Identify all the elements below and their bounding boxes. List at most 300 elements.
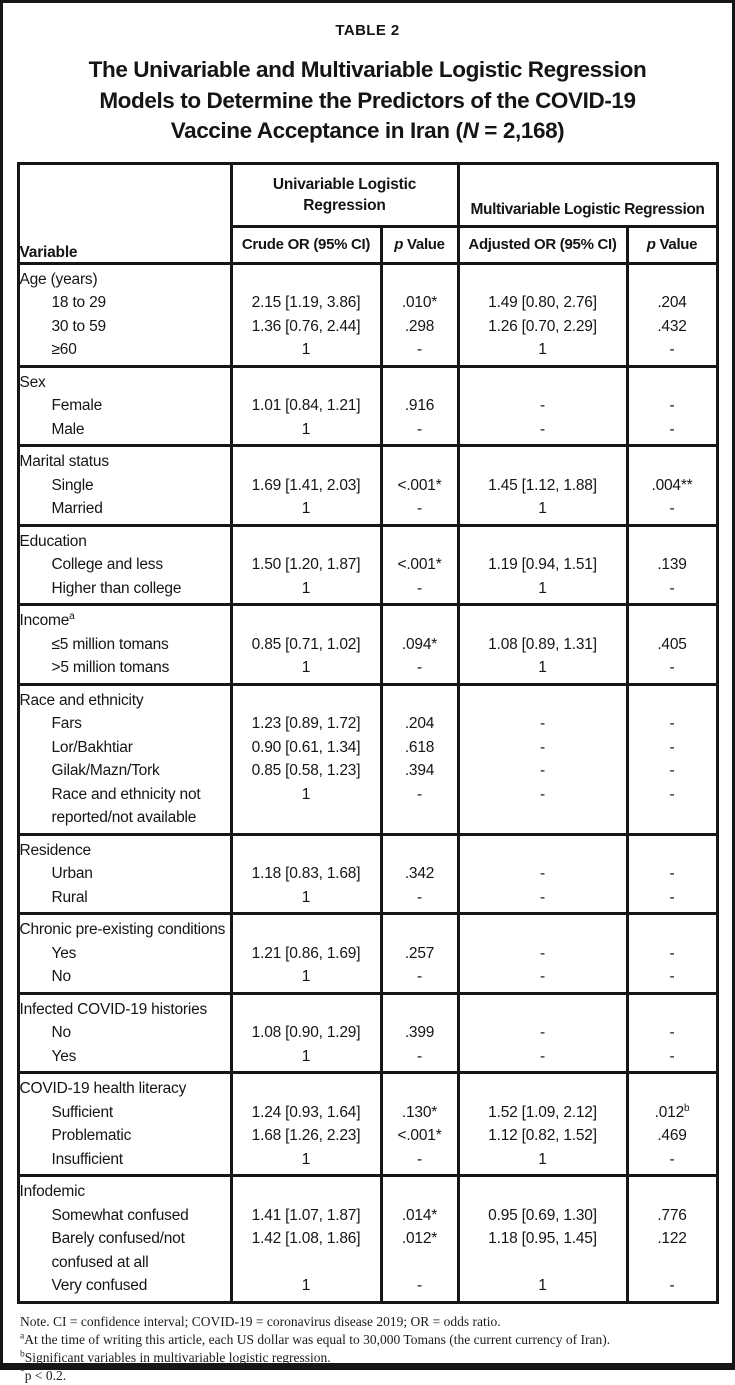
empty-cell <box>458 366 627 394</box>
row-label-text: Barely confused/not confused at all <box>51 1230 185 1271</box>
category-label <box>18 263 231 291</box>
data-row <box>18 783 717 835</box>
crude-or-cell <box>231 1045 381 1073</box>
row-label-text: Somewhat confused <box>51 1206 189 1224</box>
empty-cell <box>458 446 627 474</box>
data-row <box>18 497 717 525</box>
p-value-rest: Value <box>655 236 698 253</box>
cell-value: 1 <box>538 579 547 597</box>
footnote-a-text: At the time of writing this article, each US dollar was equal to 30,000 Tomans (the current currency of Iran). <box>24 1331 611 1347</box>
p-value-cell <box>627 474 717 498</box>
adjusted-or-cell <box>458 394 627 418</box>
empty-cell <box>231 366 381 394</box>
table-title <box>11 55 724 147</box>
p-value-cell <box>627 862 717 886</box>
empty-cell <box>627 914 717 942</box>
category-row <box>18 834 717 862</box>
group-header-multivariable: Multivariable Logistic Regression <box>458 163 717 226</box>
row-label-text: 30 to 59 <box>51 317 106 335</box>
p-value-cell <box>381 1101 458 1125</box>
empty-cell <box>381 914 458 942</box>
cell-value: - <box>540 397 545 414</box>
row-label-text: ≥60 <box>51 341 77 358</box>
cell-value: 1.21 [0.86, 1.69] <box>251 944 361 962</box>
category-label <box>18 446 231 474</box>
cell-value: 1.50 [1.20, 1.87] <box>251 556 361 573</box>
cell-value: .204 <box>404 715 435 732</box>
footnote-a-marker: a <box>20 1331 25 1341</box>
cell-value: .014* <box>401 1206 438 1224</box>
empty-cell <box>381 366 458 394</box>
empty-cell <box>458 605 627 633</box>
cell-value: 1.41 [1.07, 1.87] <box>251 1206 361 1224</box>
cell-value: <.001* <box>397 1127 442 1144</box>
data-row <box>18 1227 717 1274</box>
cell-value: - <box>417 579 422 597</box>
empty-cell <box>231 993 381 1021</box>
p-value-cell <box>381 418 458 446</box>
adjusted-or-cell <box>458 656 627 684</box>
cell-value: 1 <box>538 1150 547 1168</box>
data-row <box>18 577 717 605</box>
empty-cell <box>458 263 627 291</box>
empty-cell <box>231 525 381 553</box>
row-label-text: Yes <box>51 944 77 962</box>
cell-value: - <box>540 1024 545 1041</box>
row-label-text: ≤5 million tomans <box>51 635 169 653</box>
p-value-cell <box>627 394 717 418</box>
row-label <box>18 965 231 993</box>
adjusted-or-cell <box>458 862 627 886</box>
cell-value: .618 <box>404 738 435 756</box>
row-label <box>18 474 231 498</box>
cell-value: 1 <box>301 1047 311 1065</box>
adjusted-or-cell <box>458 315 627 339</box>
cell-value: 1.36 [0.76, 2.44] <box>251 317 361 335</box>
empty-cell <box>627 684 717 712</box>
column-header-p-value-univariable <box>381 226 458 263</box>
data-row <box>18 965 717 993</box>
p-value-cell <box>381 736 458 760</box>
data-row <box>18 1021 717 1045</box>
cell-value: - <box>669 865 675 882</box>
cell-value: 1 <box>301 341 311 358</box>
adjusted-or-cell <box>458 1148 627 1176</box>
empty-cell <box>627 834 717 862</box>
cell-value: - <box>669 762 675 779</box>
p-value-cell <box>627 1021 717 1045</box>
cell-value: - <box>669 715 675 732</box>
data-row <box>18 712 717 736</box>
data-row <box>18 474 717 498</box>
cell-value: .342 <box>404 865 435 882</box>
p-value-cell <box>381 1045 458 1073</box>
crude-or-cell <box>231 1021 381 1045</box>
p-value-cell <box>381 633 458 657</box>
cell-value: 1.08 [0.89, 1.31] <box>488 635 597 653</box>
row-label-text: Sufficient <box>51 1103 113 1121</box>
p-value-cell <box>381 862 458 886</box>
crude-or-cell <box>231 1274 381 1302</box>
row-label <box>18 942 231 966</box>
cell-value: .122 <box>657 1230 687 1247</box>
cell-value: - <box>417 659 422 676</box>
footnote-b-marker: b <box>20 1349 25 1359</box>
adjusted-or-cell <box>458 633 627 657</box>
category-label-text: Infodemic <box>19 1183 85 1200</box>
row-label <box>18 759 231 783</box>
empty-cell <box>458 1073 627 1101</box>
row-label <box>18 1101 231 1125</box>
category-label-text: Infected COVID-19 histories <box>19 1000 208 1018</box>
empty-cell <box>627 1073 717 1101</box>
data-row <box>18 394 717 418</box>
adjusted-or-cell <box>458 783 627 835</box>
row-label-text: Gilak/Mazn/Tork <box>51 762 160 779</box>
p-value-cell <box>627 783 717 835</box>
category-label <box>18 684 231 712</box>
crude-or-cell <box>231 736 381 760</box>
crude-or-cell <box>231 759 381 783</box>
empty-cell <box>231 834 381 862</box>
p-value-cell <box>381 577 458 605</box>
cell-value: - <box>417 1047 422 1065</box>
cell-value: .405 <box>657 635 687 653</box>
category-label <box>18 834 231 862</box>
p-value-cell <box>627 1204 717 1228</box>
empty-cell <box>231 914 381 942</box>
cell-value: 1.08 [0.90, 1.29] <box>251 1024 361 1041</box>
data-row <box>18 553 717 577</box>
cell-value: - <box>540 865 545 882</box>
cell-value: - <box>669 888 675 906</box>
empty-cell <box>381 1176 458 1204</box>
cell-value: 1 <box>538 500 547 517</box>
p-value-cell <box>381 712 458 736</box>
column-header-variable: Variable <box>18 163 231 263</box>
cell-value: - <box>417 968 422 985</box>
cell-value: 1 <box>301 888 311 906</box>
p-value-cell <box>381 553 458 577</box>
footnotes <box>20 1313 715 1385</box>
cell-value: - <box>669 738 675 756</box>
empty-cell <box>458 914 627 942</box>
empty-cell <box>458 834 627 862</box>
p-value-cell <box>381 315 458 339</box>
cell-value: - <box>540 762 545 779</box>
cell-value: .094* <box>401 635 438 653</box>
section-infodemic <box>18 1176 717 1303</box>
cell-value: - <box>669 1024 675 1041</box>
cell-value: - <box>669 1277 675 1294</box>
cell-value: .012* <box>401 1230 438 1247</box>
adjusted-or-cell <box>458 474 627 498</box>
adjusted-or-cell <box>458 291 627 315</box>
category-label-text: Sex <box>19 373 46 391</box>
cell-value: - <box>669 341 675 358</box>
cell-value: .130* <box>401 1103 438 1121</box>
cell-value: 1.49 [0.80, 2.76] <box>488 294 597 311</box>
row-label <box>18 1124 231 1148</box>
cell-value: 1.52 [1.09, 2.12] <box>488 1103 597 1121</box>
row-label <box>18 1274 231 1302</box>
category-label <box>18 605 231 633</box>
cell-value: 1.18 [0.83, 1.68] <box>251 865 361 882</box>
cell-value: - <box>669 397 675 414</box>
cell-value: 1.45 [1.12, 1.88] <box>488 476 597 494</box>
cell-value: 1 <box>301 420 311 438</box>
section-infected-covid-19-histories <box>18 993 717 1073</box>
category-label <box>18 1073 231 1101</box>
row-label-text: Rural <box>51 888 88 906</box>
row-label-text: >5 million tomans <box>51 659 170 676</box>
cell-value: - <box>540 420 545 438</box>
cell-value: .298 <box>404 317 435 335</box>
p-italic: p <box>394 236 404 253</box>
category-label-text: Marital status <box>19 453 109 470</box>
empty-cell <box>381 834 458 862</box>
section-residence <box>18 834 717 914</box>
p-value-cell <box>627 942 717 966</box>
row-label-text: Higher than college <box>51 579 182 597</box>
row-label-text: Yes <box>51 1047 77 1065</box>
cell-value: - <box>669 579 675 597</box>
cell-value: 1.68 [1.26, 2.23] <box>251 1127 361 1144</box>
cell-value: 0.90 [0.61, 1.34] <box>251 738 361 756</box>
cell-value: .139 <box>657 556 687 573</box>
row-label-text: Married <box>51 500 103 517</box>
p-value-cell <box>627 315 717 339</box>
cell-value: 1 <box>538 341 547 358</box>
category-row <box>18 446 717 474</box>
p-value-cell <box>381 338 458 366</box>
column-header-p-value-multivariable <box>627 226 717 263</box>
cell-value: - <box>540 1047 545 1065</box>
row-label <box>18 633 231 657</box>
data-row <box>18 633 717 657</box>
p-value-cell <box>381 497 458 525</box>
p-value-cell <box>627 291 717 315</box>
section-race-and-ethnicity <box>18 684 717 834</box>
category-row <box>18 605 717 633</box>
row-label <box>18 862 231 886</box>
category-row <box>18 684 717 712</box>
section-marital-status <box>18 446 717 526</box>
cell-value: 1.42 [1.08, 1.86] <box>251 1230 361 1247</box>
p-value-rest: Value <box>403 236 445 253</box>
title-line-1: The Univariable and Multivariable Logistic Regression <box>88 57 647 82</box>
cell-value: .394 <box>404 762 435 779</box>
crude-or-cell <box>231 1227 381 1274</box>
row-label <box>18 1227 231 1274</box>
p-value-cell <box>381 965 458 993</box>
p-value-cell <box>381 886 458 914</box>
row-label <box>18 553 231 577</box>
p-value-cell <box>627 1148 717 1176</box>
p-value-cell <box>381 1021 458 1045</box>
cell-value: - <box>540 715 545 732</box>
p-value-cell <box>381 394 458 418</box>
adjusted-or-cell <box>458 418 627 446</box>
category-row <box>18 525 717 553</box>
data-row <box>18 886 717 914</box>
p-value-cell <box>627 712 717 736</box>
cell-value: - <box>669 420 675 438</box>
row-label <box>18 783 231 835</box>
empty-cell <box>381 446 458 474</box>
crude-or-cell <box>231 315 381 339</box>
row-label-text: Insufficient <box>51 1150 123 1168</box>
p-value-cell <box>381 1227 458 1274</box>
p-value-cell <box>627 1045 717 1073</box>
category-row <box>18 993 717 1021</box>
crude-or-cell <box>231 942 381 966</box>
cell-value: 1 <box>538 659 547 676</box>
row-label <box>18 656 231 684</box>
cell-value: - <box>417 785 422 803</box>
section-education <box>18 525 717 605</box>
crude-or-cell <box>231 1204 381 1228</box>
title-n-italic: N <box>462 118 479 143</box>
cell-value: - <box>540 738 545 756</box>
empty-cell <box>627 263 717 291</box>
p-value-cell <box>627 1124 717 1148</box>
row-label <box>18 736 231 760</box>
data-row <box>18 862 717 886</box>
footnote-b <box>20 1349 715 1367</box>
cell-value: 1 <box>301 500 311 517</box>
row-label <box>18 291 231 315</box>
cell-value: 1.18 [0.95, 1.45] <box>488 1230 597 1247</box>
adjusted-or-cell <box>458 1101 627 1125</box>
adjusted-or-cell <box>458 942 627 966</box>
adjusted-or-cell <box>458 736 627 760</box>
data-row <box>18 1148 717 1176</box>
data-row <box>18 291 717 315</box>
data-row <box>18 1274 717 1302</box>
cell-value: 1 <box>538 1277 547 1294</box>
category-row <box>18 1073 717 1101</box>
p-value-cell <box>627 759 717 783</box>
cell-value: 0.85 [0.58, 1.23] <box>251 762 361 779</box>
cell-value: 1.26 [0.70, 2.29] <box>488 317 597 335</box>
crude-or-cell <box>231 886 381 914</box>
cell-value: <.001* <box>397 556 442 573</box>
cell-value: .916 <box>404 397 435 414</box>
empty-cell <box>458 525 627 553</box>
cell-value: - <box>540 968 545 985</box>
empty-cell <box>458 993 627 1021</box>
p-value-cell <box>627 1274 717 1302</box>
data-row <box>18 736 717 760</box>
row-label-text: Fars <box>51 715 82 732</box>
cell-value: - <box>669 968 675 985</box>
empty-cell <box>231 263 381 291</box>
title-line-3 <box>171 118 565 143</box>
data-row <box>18 1204 717 1228</box>
adjusted-or-cell <box>458 1227 627 1274</box>
category-label-text: Residence <box>19 841 91 859</box>
p-value-cell <box>381 1274 458 1302</box>
p-value-cell <box>381 1148 458 1176</box>
p-value-cell <box>381 783 458 835</box>
cell-value: - <box>540 944 545 962</box>
adjusted-or-cell <box>458 497 627 525</box>
empty-cell <box>381 684 458 712</box>
section-age-years <box>18 263 717 366</box>
p-value-cell <box>627 418 717 446</box>
p-value-cell <box>627 965 717 993</box>
p-value-cell <box>627 656 717 684</box>
empty-cell <box>627 605 717 633</box>
cell-value: .469 <box>657 1127 687 1144</box>
p-value-cell <box>627 553 717 577</box>
section-sex <box>18 366 717 446</box>
empty-cell <box>231 1073 381 1101</box>
cell-value: 0.95 [0.69, 1.30] <box>488 1206 597 1224</box>
p-value-cell <box>627 886 717 914</box>
empty-cell <box>627 525 717 553</box>
crude-or-cell <box>231 394 381 418</box>
column-header-adjusted-or: Adjusted OR (95% CI) <box>458 226 627 263</box>
cell-value: <.001* <box>397 476 442 494</box>
crude-or-cell <box>231 656 381 684</box>
category-label-text: Age (years) <box>19 270 98 288</box>
section-chronic-pre-existing-conditions <box>18 914 717 994</box>
footnote-note: Note. CI = confidence interval; COVID-19 = coronavirus disease 2019; OR = odds ratio. <box>20 1313 501 1329</box>
row-label <box>18 886 231 914</box>
empty-cell <box>458 1176 627 1204</box>
crude-or-cell <box>231 965 381 993</box>
empty-cell <box>627 1176 717 1204</box>
column-header-crude-or: Crude OR (95% CI) <box>231 226 381 263</box>
cell-value: 1 <box>301 659 311 676</box>
p-value-cell <box>381 474 458 498</box>
row-label <box>18 712 231 736</box>
crude-or-cell <box>231 577 381 605</box>
cell-value: 0.85 [0.71, 1.02] <box>251 635 361 653</box>
row-label <box>18 1045 231 1073</box>
row-label <box>18 1148 231 1176</box>
empty-cell <box>627 446 717 474</box>
category-label <box>18 525 231 553</box>
cell-value: .776 <box>657 1206 687 1224</box>
empty-cell <box>231 605 381 633</box>
empty-cell <box>627 993 717 1021</box>
row-label-text: Race and ethnicity not reported/not available <box>51 785 201 826</box>
crude-or-cell <box>231 418 381 446</box>
section-covid-19-health-literacy <box>18 1073 717 1176</box>
footnote-star-marker: * <box>20 1367 25 1377</box>
regression-table <box>17 162 719 1304</box>
adjusted-or-cell <box>458 553 627 577</box>
empty-cell <box>381 525 458 553</box>
category-label-text: Education <box>19 532 87 550</box>
empty-cell <box>231 446 381 474</box>
category-label <box>18 366 231 394</box>
row-label-text: 18 to 29 <box>51 294 106 311</box>
crude-or-cell <box>231 712 381 736</box>
data-row <box>18 338 717 366</box>
footnote-marker: a <box>69 610 75 622</box>
data-row <box>18 1045 717 1073</box>
cell-value: 1 <box>301 968 311 985</box>
p-value-cell <box>381 291 458 315</box>
p-value-cell <box>381 759 458 783</box>
cell-value: .204 <box>657 294 687 311</box>
category-row <box>18 366 717 394</box>
section-income <box>18 605 717 685</box>
